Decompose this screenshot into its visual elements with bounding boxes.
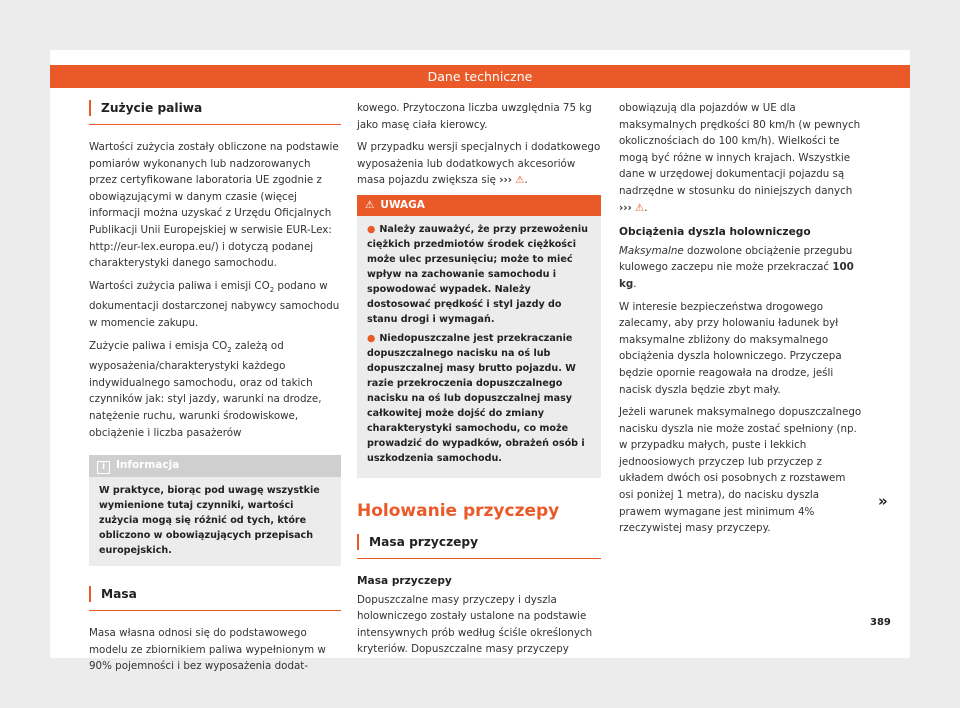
column-2 [357,100,601,664]
paragraph: kowego. Przytoczona liczba uwzględnia 75 kg jako masę ciała kierowcy. [357,102,592,131]
paragraph-co2-factors: Zużycie paliwa i emisja $CO_2$ zależą od wyposażenia/charakterystyki każdego indywidualnego samochodu, oraz od takich czynników jak: styl jazdy, warunki na drodze, natężenie ruchu, warunki środowiskowe, obciążenie i liczba pasażerów [89,339,322,439]
warning-header: ⚠ UWAGA [357,195,601,216]
section-title-mass: Masa [89,586,341,602]
paragraph: Masa własna odnosi się do podstawowego modelu ze zbiornikiem paliwa wypełnionym w 90% pojemności i bez wyposażenia dodat- [89,627,326,673]
paragraph-co2-docs: Wartości zużycia paliwa i emisji $CO_2$ podano w dokumentacji dostarczonej nabywcy samochodu w momencie zakupu. [89,279,340,329]
column-3 [619,100,863,543]
paragraph-eu-validity: obowiązują dla pojazdów w UE dla maksymalnych prędkości 80 km/h (w pewnych okolicznościach do 100 km/h). Wielkości te mogą być różne w innych krajach. Wszystkie dane w urzędowej dokumentacji pojazdu są nadrzędne w stosunku do niniejszych danych ››› ⚠. [619,102,861,214]
paragraph: W interesie bezpieczeństwa drogowego zalecamy, aby przy holowaniu ładunek był maksymalne zbliżony do maksymalnego obciążenia dyszla holowniczego. Przyczepa będzie opornie reagowała na drodze, jeśli nacisk dyszla będzie zbyt mały. [619,300,842,396]
paragraph-max-load: Maksymalne dozwolone obciążenie przegubu kulowego zaczepu nie może przekraczać 100 kg. [619,244,854,290]
section-rule [89,124,341,125]
info-box [89,455,341,566]
paragraph: Jeżeli warunek maksymalnego dopuszczalnego nacisku dyszla nie może zostać spełniony (np. w przypadku małych, puste i lekkich jednoosiowych przyczep lub przyczep z układem dwóch osi posobnych z rozstawem osi poniżej 1 metra), do nacisku dyszla prawem wymagane jest minimum 4% rzeczywistej masy przyczepy. [619,406,862,535]
section-title-trailer-mass: Masa przyczepy [357,534,601,550]
warning-item: ● Należy zauważyć, że przy przewożeniu ciężkich przedmiotów środek ciężkości może ulec przesunięciu; może to mieć wpływ na zachowanie samochodu i spowodować wypadek. Należy dostosować prędkość i styl jazdy do stanu drogi i wymagań. [367,223,588,325]
chapter-title-towing: Holowanie przyczepy [357,500,560,521]
warning-item: ● Niedopuszczalne jest przekraczanie dopuszczalnego nacisku na oś lub dopuszczalnej masy brutto pojazdu. W razie przekroczenia dopuszczalnego nacisku na oś lub dopuszczalnej masy całkowitej może dojść do zmiany charakterystyki samochodu, co może prowadzić do wypadków, obrażeń osób i uszkodzenia samochodu. [367,332,585,464]
section-title-fuel: Zużycie paliwa [89,100,341,116]
paragraph: Wartości zużycia zostały obliczone na podstawie pomiarów wykonanych lub nadzorowanych przez certyfikowane laboratoria UE zgodnie z obowiązującymi w danym czasie (więcej informacji można uzyskać z Urzędu Oficjalnych Publikacji Unii Europejskiej w serwisie EUR-Lex: http://eur-lex.europa.eu/) i dotyczą podanej charakterystyki danego samochodu. [89,141,339,270]
warning-triangle-icon: ⚠ [635,201,645,214]
section-rule [89,610,341,611]
section-rule [357,558,601,559]
page-number: 389 [870,617,891,628]
info-icon: i [97,461,110,474]
warning-box [357,195,601,478]
subheading: Masa przyczepy [357,574,452,587]
info-text: W praktyce, biorąc pod uwagę wszystkie wymienione tutaj czynniki, wartości zużycia mogą się różnić od tych, które obliczono w obowiązujących przepisach europejskich. [99,485,320,557]
warning-text [357,216,601,478]
column-1 [89,100,341,681]
warning-triangle-icon: ⚠ [515,174,525,187]
subheading-drawbar-load: Obciążenia dyszla holowniczego [619,226,811,239]
info-header: i Informacja [89,455,341,477]
page-header: Dane techniczne [50,65,910,88]
continue-marker: » [878,492,888,510]
paragraph: Dopuszczalne masy przyczepy i dyszla holowniczego zostały ustalone na podstawie intensywnych prób według ściśle określonych kryteriów. Dopuszczalne masy przyczepy [357,593,593,656]
paragraph-extra-equipment: W przypadku wersji specjalnych i dodatkowego wyposażenia lub dodatkowych akcesoriów masa pojazdu zwiększa się ››› ⚠. [357,141,601,187]
warning-icon: ⚠ [365,198,375,211]
